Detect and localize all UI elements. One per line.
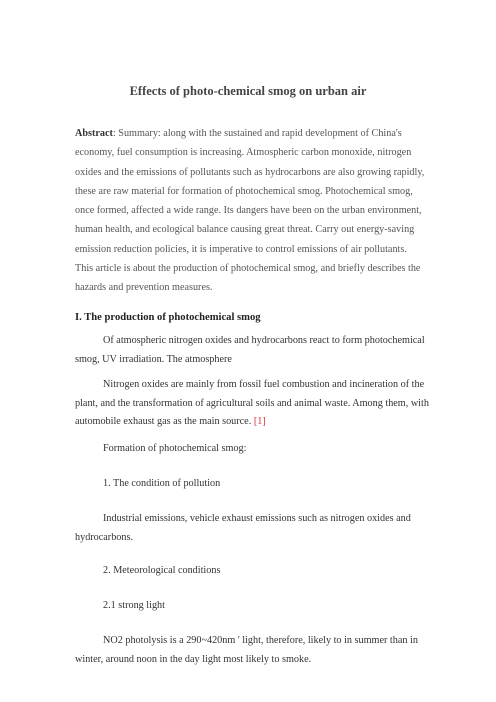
document-title: Effects of photo-chemical smog on urban air <box>129 84 367 98</box>
abstract-paragraph <box>75 124 425 298</box>
paragraph-2-text: Nitrogen oxides are mainly from fossil fuel combustion and incineration of the plant, and the transformation of agricultural soils and animal waste. Among them, with automobile exhaust gas as the main source. <box>75 379 429 427</box>
paragraph-5: Industrial emissions, vehicle exhaust emissions such as nitrogen oxides and hydrocarbons. <box>75 513 411 543</box>
paragraph-7: 2.1 strong light <box>103 600 165 611</box>
paragraph-3: Formation of photochemical smog: <box>103 443 247 454</box>
citation-link[interactable]: [1] <box>253 416 266 427</box>
paragraph-4: 1. The condition of pollution <box>103 478 221 489</box>
section-heading: I. The production of photochemical smog <box>75 312 261 323</box>
paragraph-8: NO2 photolysis is a 290~420nm ' light, therefore, likely to in summer than in winter, around noon in the day light most likely to smoke. <box>75 635 418 665</box>
paragraph-2 <box>75 376 430 432</box>
abstract-label: Abstract <box>75 128 113 139</box>
paragraph-1: Of atmospheric nitrogen oxides and hydrocarbons react to form photochemical smog, UV irradiation. The atmosphere <box>75 335 425 365</box>
abstract-text: : Summary: along with the sustained and rapid development of China's economy, fuel consumption is increasing. Atmospheric carbon monoxide, nitrogen oxides and the emissions of pollutants such as hydrocarbons are also growing rapidly, these are raw material for formation of photochemical smog. Photochemical smog, once formed, affected a wide range. Its dangers have been on the urban environment, human health, and ecological balance causing great threat. Carry out energy-saving emission reduction policies, it is imperative to control emissions of air pollutants. This article is about the production of photochemical smog, and briefly describes the hazards and prevention measures. <box>75 128 425 294</box>
paragraph-6: 2. Meteorological conditions <box>103 565 221 576</box>
